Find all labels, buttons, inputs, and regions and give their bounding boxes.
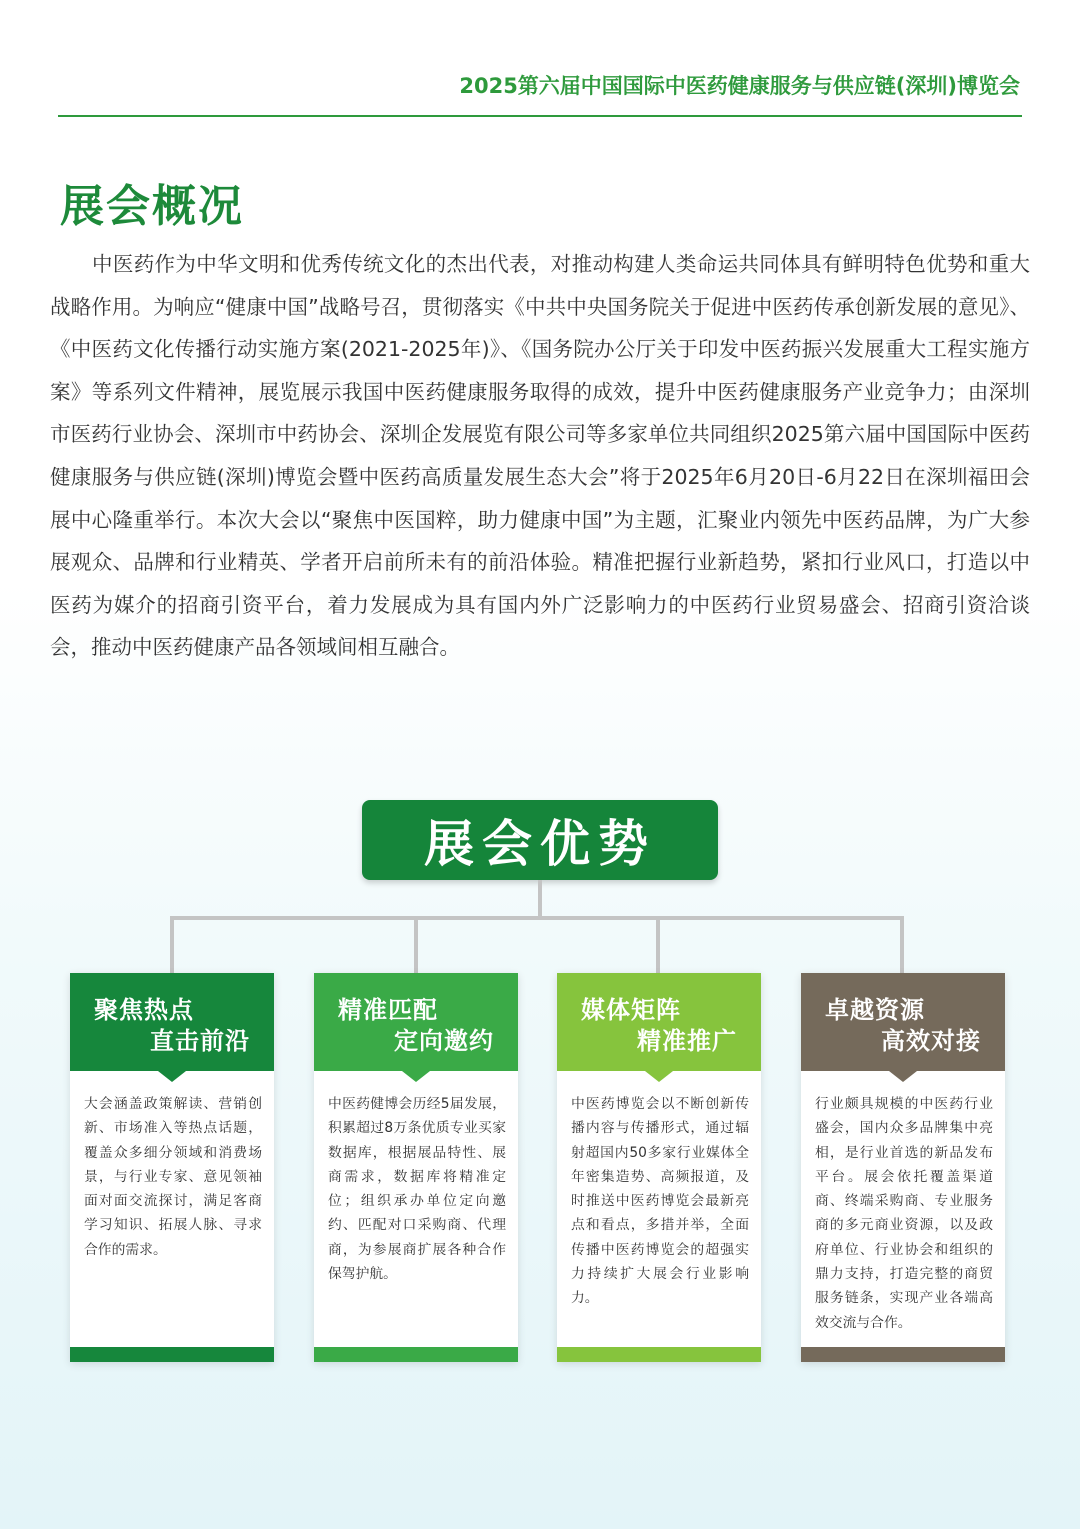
advantage-card-resources (801, 973, 1005, 1362)
overview-title: 展会概况 (60, 181, 244, 232)
connector-trunk (538, 880, 542, 918)
advantage-card-media (557, 973, 761, 1362)
advantage-card-focus (70, 973, 274, 1362)
card-title-line1: 卓越资源 (825, 996, 925, 1024)
card-title-line1: 聚焦热点 (94, 996, 194, 1024)
card-title-line2: 直击前沿 (150, 1027, 250, 1055)
card-description: 中医药博览会以不断创新传播内容与传播形式，通过辐射超国内50多家行业媒体全年密集造势、高频报道，及时推送中医药博览会最新亮点和看点，多措并举，全面传播中医药博览会的超强实力持续扩大展会行业影响力。 (571, 1096, 749, 1307)
card-header (314, 973, 518, 1071)
card-bottom-bar (557, 1347, 761, 1362)
connector-branch-3 (656, 916, 660, 973)
card-description: 行业颇具规模的中医药行业盛会，国内众多品牌集中亮相，是行业首选的新品发布平台。展会依托覆盖渠道商、终端采购商、专业服务商的多元商业资源，以及政府单位、行业协会和组织的鼎力支持，打造完整的商贸服务链条，实现产业各端高效交流与合作。 (815, 1096, 993, 1331)
connector-branch-4 (900, 916, 904, 973)
card-description: 大会涵盖政策解读、营销创新、市场准入等热点话题，覆盖众多细分领域和消费场景，与行业专家、意见领袖面对面交流探讨，满足客商学习知识、拓展人脉、寻求合作的需求。 (84, 1096, 262, 1258)
card-title-line1: 精准匹配 (338, 996, 438, 1024)
header-divider (58, 115, 1022, 117)
card-bottom-bar (314, 1347, 518, 1362)
card-description: 中医药健博会历经5届发展，积累超过8万条优质专业买家数据库，根据展品特性、展商需求，数据库将精准定位；组织承办单位定向邀约、匹配对口采购商、代理商，为参展商扩展各种合作保驾护航。 (328, 1096, 506, 1283)
card-header (70, 973, 274, 1071)
card-title-line2: 定向邀约 (394, 1027, 494, 1055)
card-header (557, 973, 761, 1071)
connector-branch-1 (170, 916, 174, 973)
card-bottom-bar (70, 1347, 274, 1362)
card-title-line1: 媒体矩阵 (581, 996, 681, 1024)
advantages-title: 展会优势 (424, 815, 656, 873)
card-header (801, 973, 1005, 1071)
connector-branch-2 (414, 916, 418, 973)
connector-horizontal (170, 916, 904, 920)
card-title-line2: 高效对接 (881, 1027, 981, 1055)
overview-paragraph: 中医药作为中华文明和优秀传统文化的杰出代表，对推动构建人类命运共同体具有鲜明特色优势和重大战略作用。为响应“健康中国”战略号召，贯彻落实《中共中央国务院关于促进中医药传承创新发展的意见》、《中医药文化传播行动实施方案(2021-2025年)》、《国务院办公厅关于印发中医药振兴发展重大工程实施方案》等系列文件精神，展览展示我国中医药健康服务取得的成效，提升中医药健康服务产业竞争力；由深圳市医药行业协会、深圳市中药协会、深圳企发展览有限公司等多家单位共同组织2025第六届中国国际中医药健康服务与供应链(深圳)博览会暨中医药高质量发展生态大会”将于2025年6月20日-6月22日在深圳福田会展中心隆重举行。本次大会以“聚焦中医国粹，助力健康中国”为主题，汇聚业内领先中医药品牌，为广大参展观众、品牌和行业精英、学者开启前所未有的前沿体验。精准把握行业新趋势，紧扣行业风口，打造以中医药为媒介的招商引资平台，着力发展成为具有国内外广泛影响力的中医药行业贸易盛会、招商引资洽谈会，推动中医药健康产品各领域间相互融合。 (50, 252, 1030, 660)
card-bottom-bar (801, 1347, 1005, 1362)
card-title-line2: 精准推广 (637, 1027, 737, 1055)
header-title: 2025第六届中国国际中医药健康服务与供应链(深圳)博览会 (459, 74, 1020, 98)
advantage-card-matching (314, 973, 518, 1362)
advantages-banner (362, 800, 718, 880)
